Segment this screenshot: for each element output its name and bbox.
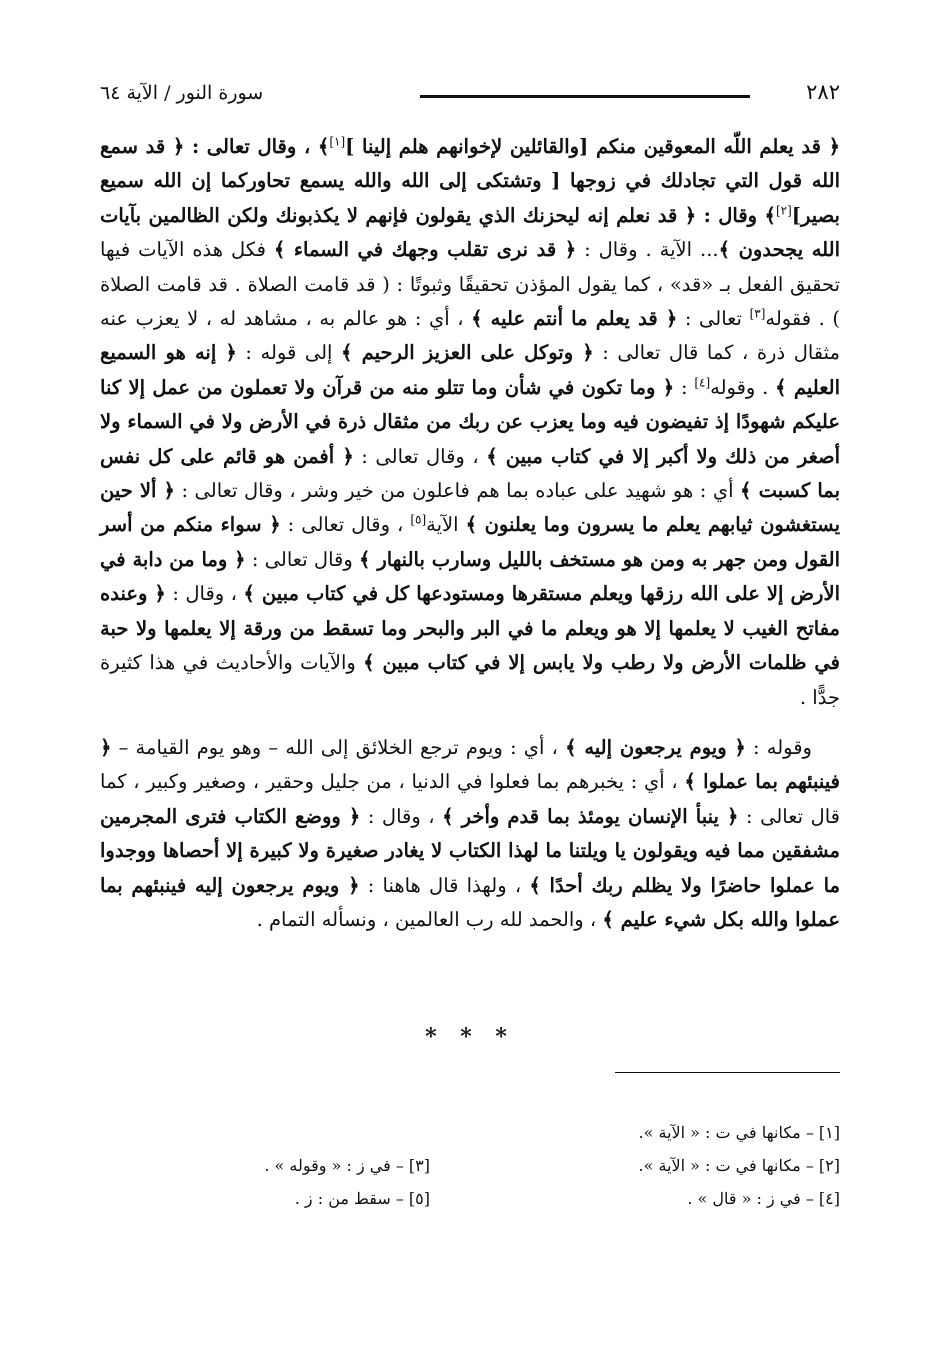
commentary-text: فكل هذه الآيات فيها تحقيق الفعل بـ «قد» ، كما يقول المؤذن تحقيقًا وثبوتًا : ( قد قامت الصلاة . قد قامت الصلاة ) . فقوله	[100, 238, 841, 331]
footnote-2: [٢] – مكانها في ت : « الآية ».	[638, 1156, 840, 1175]
quran-quote: ﴿ ألا حين يستغشون ثيابهم يعلم ما يسرون وما يعلنون ﴾	[100, 479, 840, 537]
commentary-text: ، أي : يخبرهم بما فعلوا في الدنيا ، من جليل وحقير ، وصغير وكبير ، كما قال تعالى :	[100, 770, 840, 828]
footnote-ref-3[interactable]: [٣]	[749, 306, 766, 321]
footnote-4: [٤] – في ز : « قال » .	[687, 1189, 840, 1208]
commentary-text: تعالى :	[677, 307, 750, 331]
footnote-ref-5[interactable]: [٥]	[410, 512, 427, 527]
quran-quote: ﴿ ويوم يرجعون إليه فينبئهم بما عملوا والله بكل شيء عليم ﴾	[100, 873, 840, 931]
commentary-text: ... الآية . وقال :	[576, 238, 719, 262]
quran-quote: ﴿ وما من دابة في الأرض إلا على الله رزقها ويعلم مستقرها ومستودعها كل في كتاب مبين ﴾	[100, 547, 840, 606]
paragraph-1	[100, 130, 840, 715]
commentary-text: ، وقال :	[165, 582, 244, 606]
footnote-5: [٥] – سقط من : ز .	[294, 1189, 430, 1208]
quran-quote: ﴿ ووضع الكتاب فترى المجرمين مشفقين مما فيه ويقولون يا ويلتنا ما لهذا الكتاب لا يغادر صغيرة ولا كبيرة إلا أحصاها ووجدوا ما عملوا حاضرًا ولا يظلم ربك أحدًا ﴾	[100, 804, 840, 897]
commentary-text: ، وقال تعالى :	[280, 513, 411, 537]
quran-quote: ﴾ وقال : ﴿ قد نعلم إنه ليحزنك الذي يقولون فإنهم لا يكذبونك ولكن الظالمين بآيات الله يجحدون ﴾	[100, 203, 840, 262]
running-title: سورة النور / الآية ٦٤	[100, 82, 264, 104]
footnote-1: [١] – مكانها في ت : « الآية ».	[638, 1123, 840, 1142]
main-text	[100, 130, 840, 937]
footnote-ref-4[interactable]: [٤]	[694, 375, 711, 390]
footnotes-column-left	[264, 1149, 430, 1215]
quran-quote: ﴿ قد يعلم اللّه المعوقين منكم [والقائلين لإخوانهم هلم إلينا ]	[345, 135, 840, 158]
quran-quote: ﴾ ، وقال تعالى : ﴿ قد سمع الله قول التي تجادلك في زوجها [ وتشتكى إلى الله والله يسمع تحاوركما إن الله سميع بصير]	[100, 135, 840, 227]
quran-quote: ﴿ وعنده مفاتح الغيب لا يعلمها إلا هو ويعلم ما في البر والبحر وما تسقط من ورقة إلا يعلمها ولا حبة في ظلمات الأرض ولا رطب ولا يابس إلا في كتاب مبين ﴾	[100, 582, 840, 675]
commentary-text: وقوله :	[745, 735, 812, 759]
commentary-text: أي : هو شهيد على عباده بما هم فاعلون من خير وشر ، وقال تعالى :	[174, 479, 741, 503]
footnote-ref-2[interactable]: [٢]	[775, 203, 792, 218]
commentary-text: الآية	[426, 513, 466, 537]
quran-quote: ﴿ أفمن هو قائم على كل نفس بما كسبت ﴾	[100, 444, 841, 503]
quran-quote: ﴿ سواء منكم من أسر القول ومن جهر به ومن هو مستخف بالليل وسارب بالنهار ﴾	[100, 513, 840, 571]
footnotes-column-right	[639, 1116, 840, 1215]
footnote-ref-1[interactable]: [١]	[329, 134, 346, 149]
section-separator: * * *	[425, 1024, 515, 1050]
commentary-text: ، أي : هو عالم به ، مشاهد له ، لا يعزب عنه مثقال ذرة ، كما قال تعالى :	[100, 307, 840, 365]
quran-quote: ﴿ قد نرى تقلب وجهك في السماء ﴾	[273, 238, 577, 262]
quran-quote: ﴿ وتوكل على العزيز الرحيم ﴾	[341, 341, 594, 365]
page-header	[100, 78, 840, 114]
commentary-text: ، ولهذا قال هاهنا :	[359, 873, 530, 897]
commentary-text: ، أي : ويوم ترجع الخلائق إلى الله – وهو يوم القيامة –	[111, 735, 566, 759]
commentary-text: وقال تعالى :	[245, 547, 360, 571]
footnote-3: [٣] – في ز : « وقوله » .	[264, 1156, 430, 1175]
footnotes	[200, 1116, 840, 1226]
paragraph-2	[100, 731, 840, 937]
commentary-text: والآيات والأحاديث في هذا كثيرة جدًّا .	[100, 651, 840, 709]
commentary-text: . وقوله	[710, 375, 776, 399]
quran-quote: ﴿ ينبأ الإنسان يومئذ بما قدم وأخر ﴾	[442, 804, 739, 828]
commentary-text: إلى قوله :	[236, 341, 342, 365]
footnote-rule	[615, 1072, 840, 1073]
quran-quote: ﴿ إنه هو السميع العليم ﴾	[100, 341, 840, 399]
page-number: ٢٨٢	[806, 80, 840, 104]
quran-quote: ﴿ ويوم يرجعون إليه ﴾	[565, 735, 746, 759]
commentary-text: ، والحمد لله رب العالمين ، ونسأله التمام .	[256, 907, 603, 931]
commentary-text: ، وقال تعالى :	[353, 444, 487, 468]
quran-quote: ﴿ وما تكون في شأن وما تتلو منه من قرآن ولا تعملون من عمل إلا كنا عليكم شهودًا إذ تفيضون فيه وما يعزب عن ربك من مثقال ذرة في الأرض ولا في السماء ولا أصغر من ذلك ولا أكبر إلا في كتاب مبين ﴾	[100, 375, 840, 468]
quran-quote: ﴿ فينبئهم بما عملوا ﴾	[100, 735, 840, 794]
commentary-text: :	[674, 375, 695, 399]
header-rule	[420, 95, 750, 98]
quran-quote: ﴿ قد يعلم ما أنتم عليه ﴾	[471, 307, 678, 331]
commentary-text: ، وقال :	[360, 804, 443, 828]
